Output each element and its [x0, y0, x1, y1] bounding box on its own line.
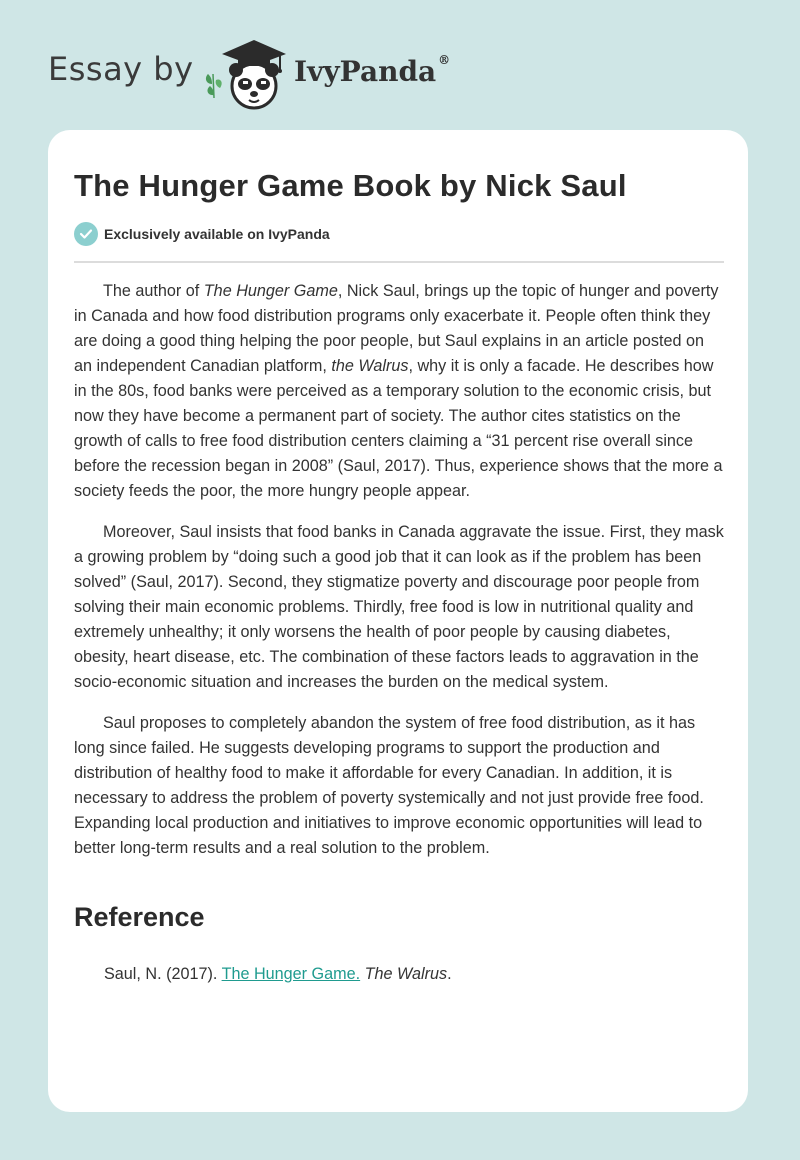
essay-paragraph: [74, 520, 726, 695]
title-divider: [74, 261, 724, 263]
book-title-italic: The Hunger Game: [203, 282, 338, 300]
exclusive-badge: [74, 222, 330, 246]
paragraph-text: , why it is only a facade. He describes how in the 80s, food banks were perceived as a temporary solution to the economic crisis, but now they have become a permanent part of society. The author cites statistics on the growth of calls to free food distribution centers claiming a “31 percent rise overall since before the recession began in 2008” (Saul, 2017). Thus, experience shows that the more a society feeds the poor, the more hungry people appear.: [74, 357, 723, 500]
paragraph-text: The author of: [103, 282, 204, 300]
reference-heading: Reference: [74, 902, 205, 932]
paragraph-text: , Nick Saul, brings up the topic of hunger and poverty in Canada and how food distribution programs only exacerbate it. People often think they are doing a good thing helping the poor people, but Saul explains in an article posted on an independent Canadian platform,: [74, 282, 719, 375]
source-title-italic: the Walrus: [331, 357, 409, 375]
essay-paragraph: [74, 711, 726, 861]
check-icon: [74, 222, 98, 246]
essay-body: [74, 279, 726, 877]
essay-card: [48, 130, 748, 1112]
brand-name[interactable]: [294, 55, 450, 88]
brand-name-text: IvyPanda: [294, 55, 437, 88]
paragraph-text: Saul proposes to completely abandon the system of free food distribution, as it has long since failed. He suggests developing programs to support the production and distribution of healthy food to make it affordable for every Canadian. In addition, it is necessary to address the problem of poverty systemically and not just provide free food. Expanding local production and initiatives to improve economic opportunities will lead to better long-term results and a real solution to the problem.: [74, 714, 704, 857]
reference-link[interactable]: The Hunger Game.: [221, 965, 361, 983]
site-header: [0, 0, 800, 130]
reference-source: The Walrus: [364, 965, 448, 983]
reference-author: Saul, N. (2017).: [104, 965, 222, 983]
registered-mark: ®: [438, 53, 451, 67]
reference-period: .: [447, 965, 452, 983]
ivypanda-logo-icon[interactable]: [200, 34, 296, 110]
paragraph-text: Moreover, Saul insists that food banks in Canada aggravate the issue. First, they mask a growing problem by “doing such a good job that it can look as if the problem has been solved” (Saul, 2017). Second, they stigmatize poverty and discourage poor people from solving their main economic problems. Thirdly, free food is low in nutritional quality and extremely unhealthy; it only worsens the health of poor people by causing diabetes, obesity, heart disease, etc. The combination of these factors leads to aggravation in the socio-economic situation and increases the burden on the medical system.: [74, 523, 724, 691]
essay-paragraph: [74, 279, 726, 504]
exclusive-badge-label: Exclusively available on IvyPanda: [104, 226, 330, 242]
essay-title: The Hunger Game Book by Nick Saul: [74, 168, 627, 203]
reference-entry: [104, 962, 452, 987]
essay-by-label: Essay by: [48, 50, 194, 88]
